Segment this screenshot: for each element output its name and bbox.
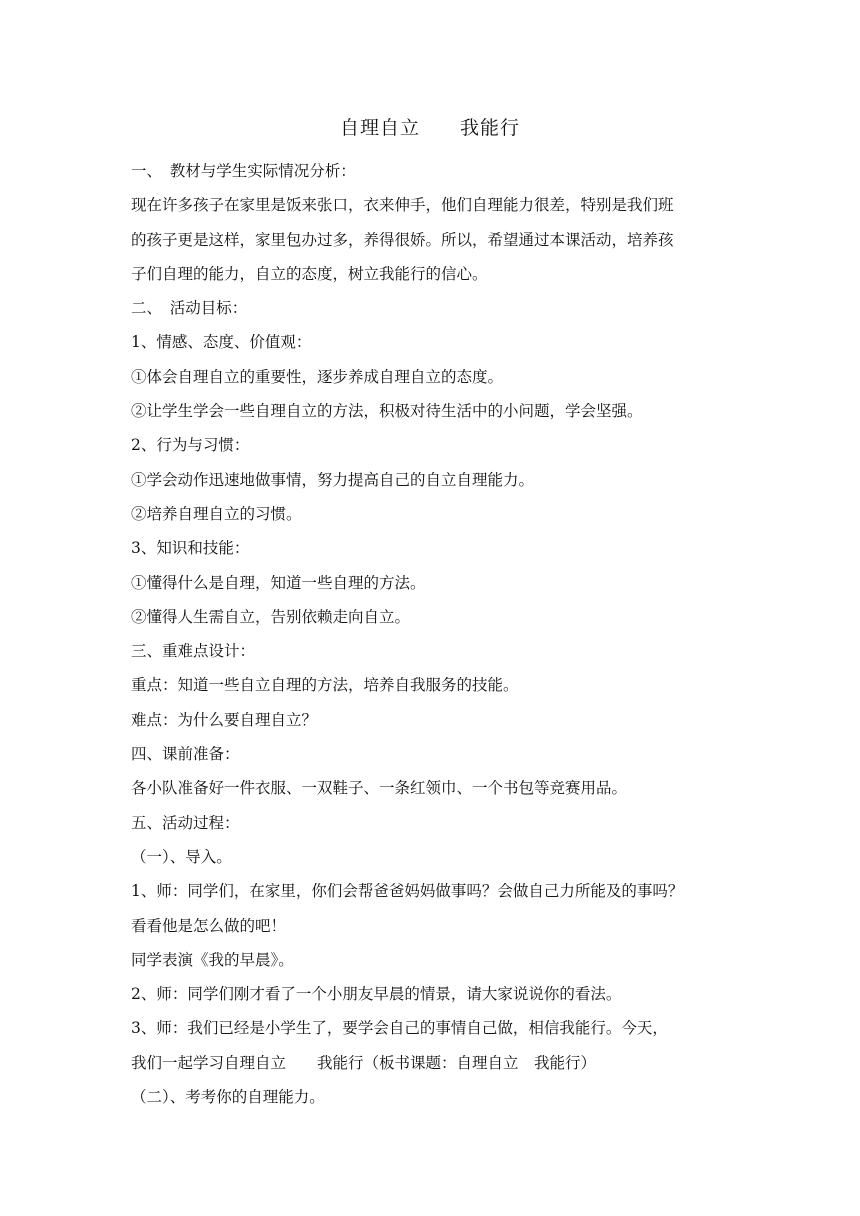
list-item: ②让学生学会一些自理自立的方法，积极对待生活中的小问题，学会坚强。 xyxy=(131,402,643,421)
section-heading-analysis: 一、 教材与学生实际情况分析： xyxy=(131,162,356,180)
paragraph-line: 2、师：同学们刚才看了一个小朋友早晨的情景，请大家说说你的看法。 xyxy=(131,985,622,1004)
document-title: 自理自立 我能行 xyxy=(339,117,520,139)
paragraph-line: 现在许多孩子在家里是饭来张口，衣来伸手，他们自理能力很差，特别是我们班 xyxy=(131,196,674,215)
subheading-knowledge: 3、知识和技能： xyxy=(131,539,250,558)
section-heading-goals: 二、 活动目标： xyxy=(131,299,248,318)
subheading-emotion: 1、情感、态度、价值观： xyxy=(131,333,312,352)
list-item: ①体会自理自立的重要性，逐步养成自理自立的态度。 xyxy=(131,367,504,386)
subheading-behavior: 2、行为与习惯： xyxy=(131,436,250,455)
section-heading-process: 五、活动过程： xyxy=(131,813,240,832)
list-item: ①懂得什么是自理，知道一些自理的方法。 xyxy=(131,573,426,592)
subsection-heading-intro: （一）、导入。 xyxy=(131,847,232,866)
section-heading-preparation: 四、课前准备： xyxy=(131,745,240,764)
paragraph-line: 同学表演《我的早晨》。 xyxy=(131,950,294,969)
paragraph-line: 子们自理的能力，自立的态度，树立我能行的信心。 xyxy=(131,264,488,283)
paragraph-line: 1、师：同学们，在家里，你们会帮爸爸妈妈做事吗？会做自己力所能及的事吗？ xyxy=(131,882,684,901)
paragraph-line: 的孩子更是这样，家里包办过多，养得很娇。所以，希望通过本课活动，培养孩 xyxy=(131,230,674,249)
difficulty-line: 难点：为什么要自理自立？ xyxy=(131,710,318,729)
section-heading-keypoints: 三、重难点设计： xyxy=(131,642,256,661)
list-item: ②懂得人生需自立，告别依赖走向自立。 xyxy=(131,607,411,626)
list-item: ②培养自理自立的习惯。 xyxy=(131,504,302,523)
keypoint-line: 重点：知道一些自立自理的方法，培养自我服务的技能。 xyxy=(131,676,519,695)
document-body xyxy=(131,154,731,1114)
paragraph-line: 3、师：我们已经是小学生了，要学会自己的事情自己做，相信我能行。今天， xyxy=(131,1019,668,1038)
subsection-heading-test: （二）、考考你的自理能力。 xyxy=(131,1088,325,1107)
paragraph-line: 各小队准备好一件衣服、一双鞋子、一条红领巾、一个书包等竞赛用品。 xyxy=(131,779,628,798)
paragraph-line: 我们一起学习自理自立 我能行（板书课题：自理自立 我能行） xyxy=(131,1053,597,1072)
list-item: ①学会动作迅速地做事情，努力提高自己的自立自理能力。 xyxy=(131,470,535,489)
paragraph-line: 看看他是怎么做的吧！ xyxy=(131,916,287,935)
